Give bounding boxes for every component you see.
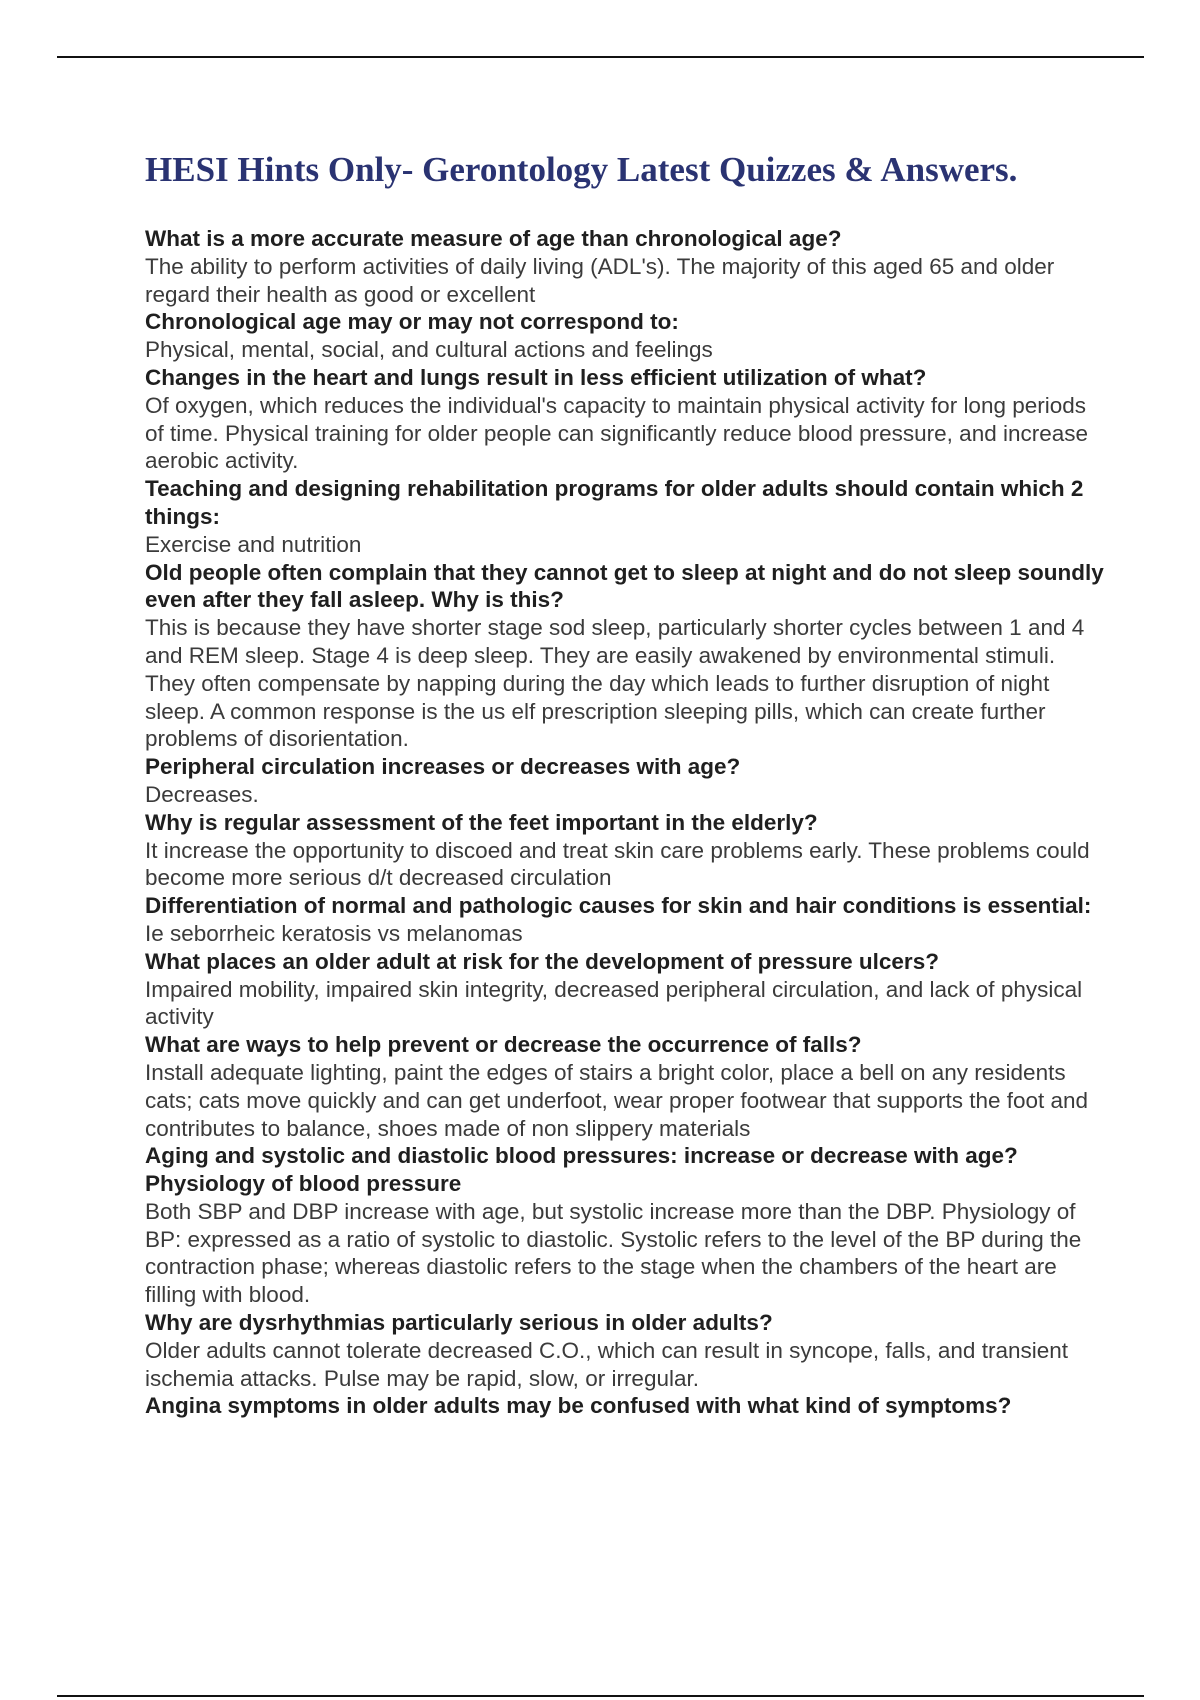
question-6: Peripheral circulation increases or decreases with age? <box>145 754 741 780</box>
answer-3: Of oxygen, which reduces the individual's capacity to maintain physical activity for long periods of time. Physical training for older people can significantly reduce blood pressure, and increase aerobic activity. <box>145 392 1089 474</box>
question-13: Angina symptoms in older adults may be confused with what kind of symptoms? <box>145 1393 1012 1419</box>
document-body <box>145 142 1105 1420</box>
question-2: Chronological age may or may not correspond to: <box>145 309 679 335</box>
document-title: HESI Hints Only- Gerontology Latest Quizzes & Answers. <box>145 150 1018 189</box>
question-10: What are ways to help prevent or decrease the occurrence of falls? <box>145 1032 862 1058</box>
answer-7: It increase the opportunity to discoed and treat skin care problems early. These problems could become more serious d/t decreased circulation <box>145 837 1090 891</box>
answer-12: Older adults cannot tolerate decreased C.O., which can result in syncope, falls, and transient ischemia attacks. Pulse may be rapid, slow, or irregular. <box>145 1337 1068 1391</box>
question-8: Differentiation of normal and pathologic causes for skin and hair conditions is essential: <box>145 893 1092 919</box>
question-3: Changes in the heart and lungs result in less efficient utilization of what? <box>145 364 927 390</box>
question-11: Aging and systolic and diastolic blood pressures: increase or decrease with age? Physiology of blood pressure <box>145 1143 1018 1197</box>
question-7: Why is regular assessment of the feet important in the elderly? <box>145 809 818 835</box>
question-5: Old people often complain that they cannot get to sleep at night and do not sleep soundly even after they fall asleep. Why is this? <box>145 559 1104 613</box>
answer-10: Install adequate lighting, paint the edges of stairs a bright color, place a bell on any residents cats; cats move quickly and can get underfoot, wear proper footwear that supports the foot and contributes to balance, shoes made of non slippery materials <box>145 1059 1089 1141</box>
qa-list <box>145 225 1105 1420</box>
answer-2: Physical, mental, social, and cultural actions and feelings <box>145 337 713 363</box>
question-12: Why are dysrhythmias particularly serious in older adults? <box>145 1310 773 1336</box>
top-rule <box>57 56 1144 58</box>
bottom-rule <box>57 1695 1144 1697</box>
answer-4: Exercise and nutrition <box>145 531 362 557</box>
question-9: What places an older adult at risk for the development of pressure ulcers? <box>145 948 939 974</box>
answer-6: Decreases. <box>145 781 259 807</box>
question-1: What is a more accurate measure of age than chronological age? <box>145 226 842 251</box>
answer-9: Impaired mobility, impaired skin integrity, decreased peripheral circulation, and lack of physical activity <box>145 976 1083 1030</box>
answer-5: This is because they have shorter stage sod sleep, particularly shorter cycles between 1 and 4 and REM sleep. Stage 4 is deep sleep. They are easily awakened by environmental stimuli. They often compensate by napping during the day which leads to further disruption of night sleep. A common response is the us elf prescription sleeping pills, which can create further problems of disorientation. <box>145 615 1085 752</box>
answer-8: Ie seborrheic keratosis vs melanomas <box>145 920 523 946</box>
answer-11: Both SBP and DBP increase with age, but systolic increase more than the DBP. Physiology of BP: expressed as a ratio of systolic to diastolic. Systolic refers to the level of the BP during the contraction phase; whereas diastolic refers to the stage when the chambers of the heart are filling with blood. <box>145 1198 1082 1308</box>
answer-1: The ability to perform activities of daily living (ADL's). The majority of this aged 65 and older regard their health as good or excellent <box>145 253 1055 307</box>
question-4: Teaching and designing rehabilitation programs for older adults should contain which 2 things: <box>145 476 1084 529</box>
